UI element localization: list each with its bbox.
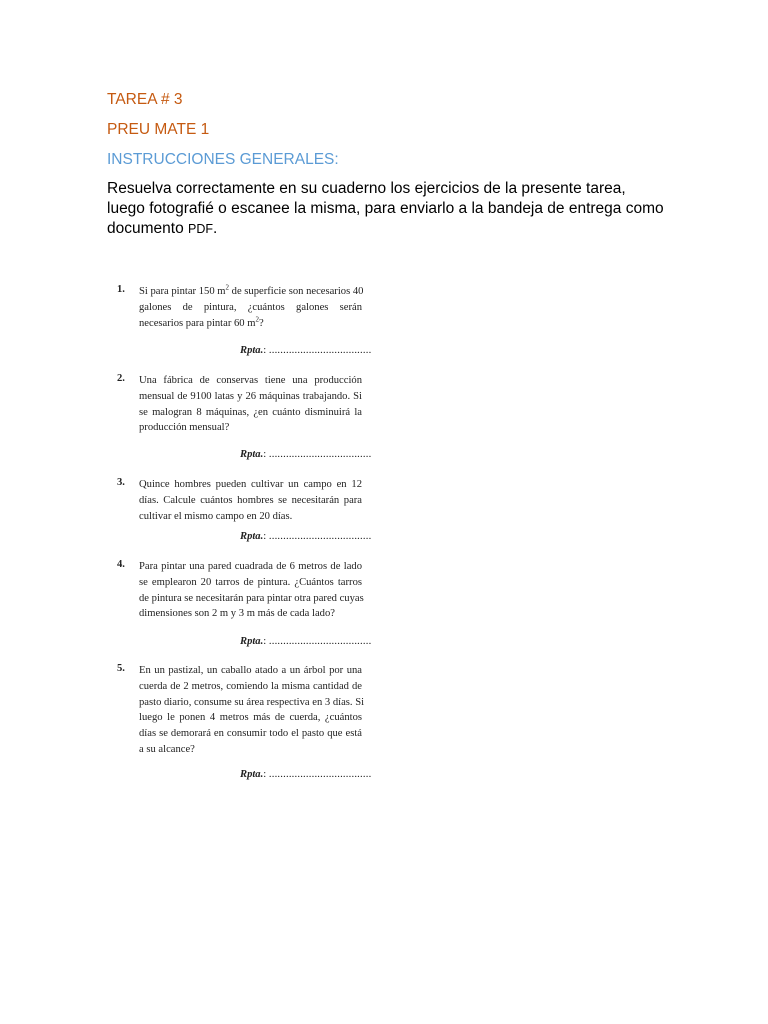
answer-line-1: Rpta.: ....................................	[240, 345, 372, 356]
exercise-number: 2.	[117, 373, 125, 384]
exercise-line: Quince hombres pueden cultivar un campo en 12	[139, 479, 362, 490]
exercise-line: necesarios para pintar 60 $m^2$?	[139, 315, 264, 329]
instructions-end: .	[213, 220, 218, 237]
exercise-text	[139, 373, 362, 436]
answer-line-4: Rpta.: ....................................	[240, 636, 372, 647]
instructions-heading: INSTRUCCIONES GENERALES:	[107, 151, 339, 168]
answer-line-5: Rpta.: ....................................	[240, 769, 372, 780]
exercise-number: 3.	[117, 477, 125, 488]
exercise-text	[139, 663, 365, 758]
exercise-line: Una fábrica de conservas tiene una producción	[139, 375, 362, 386]
exercise-number: 1.	[117, 284, 125, 295]
exercise-line: luego le ponen 4 metros más de cuerda, ¿cuántos	[139, 712, 362, 724]
instructions-paragraph	[107, 179, 667, 239]
exercise-number: 4.	[117, 559, 125, 570]
exercise-number: 5.	[117, 663, 125, 674]
exercise-text	[139, 284, 362, 331]
exercise-text	[139, 477, 362, 524]
exercise-text	[139, 559, 362, 622]
exercise-line: producción mensual?	[139, 422, 230, 434]
exercise-line: se emplearon 20 tarros de pintura. ¿Cuántos tarros	[139, 576, 362, 588]
answer-line-2: Rpta.: ....................................	[240, 449, 372, 460]
exercise-line: En un pastizal, un caballo atado a un árbol por una	[139, 665, 362, 676]
exercise-line: cultivar el mismo campo en 20 días.	[139, 510, 293, 522]
answer-line-3: Rpta.: ....................................	[240, 531, 372, 542]
exercise-line: de pintura se necesitarán para pintar otra pared cuyas	[139, 592, 364, 604]
exercise-line: pasto diario, consume su área respectiva en 3 días. Si	[139, 696, 365, 708]
pdf-word: PDF	[188, 222, 213, 236]
assignment-title: TAREA # 3	[107, 91, 183, 108]
course-title: PREU MATE 1	[107, 121, 210, 138]
exercise-line: mensual de 9100 latas y 26 máquinas trabajando. Si	[139, 390, 362, 402]
exercise-line: a su alcance?	[139, 743, 195, 755]
exercise-line: se malogran 8 máquinas, ¿en cuánto disminuirá la	[139, 406, 362, 418]
exercise-line: cuerda de 2 metros, comiendo la misma cantidad de	[139, 680, 362, 692]
exercise-line: Para pintar una pared cuadrada de 6 metros de lado	[139, 561, 362, 572]
instructions-text: Resuelva correctamente en su cuaderno los ejercicios de la presente tarea, luego fotografié o escanee la misma, para enviarlo a la bandeja de entrega como documento	[107, 180, 664, 237]
exercise-line: días se demorará en consumir todo el pasto que está	[139, 728, 362, 740]
exercise-line: Si para pintar 150 $m^2$ de superficie son necesarios 40	[139, 283, 364, 297]
exercise-line: galones de pintura, ¿cuántos galones serán	[139, 301, 362, 313]
exercise-line: días. Calcule cuántos hombres se necesitarán para	[139, 494, 362, 506]
exercise-line: dimensiones son 2 m y 3 m más de cada lado?	[139, 608, 335, 620]
